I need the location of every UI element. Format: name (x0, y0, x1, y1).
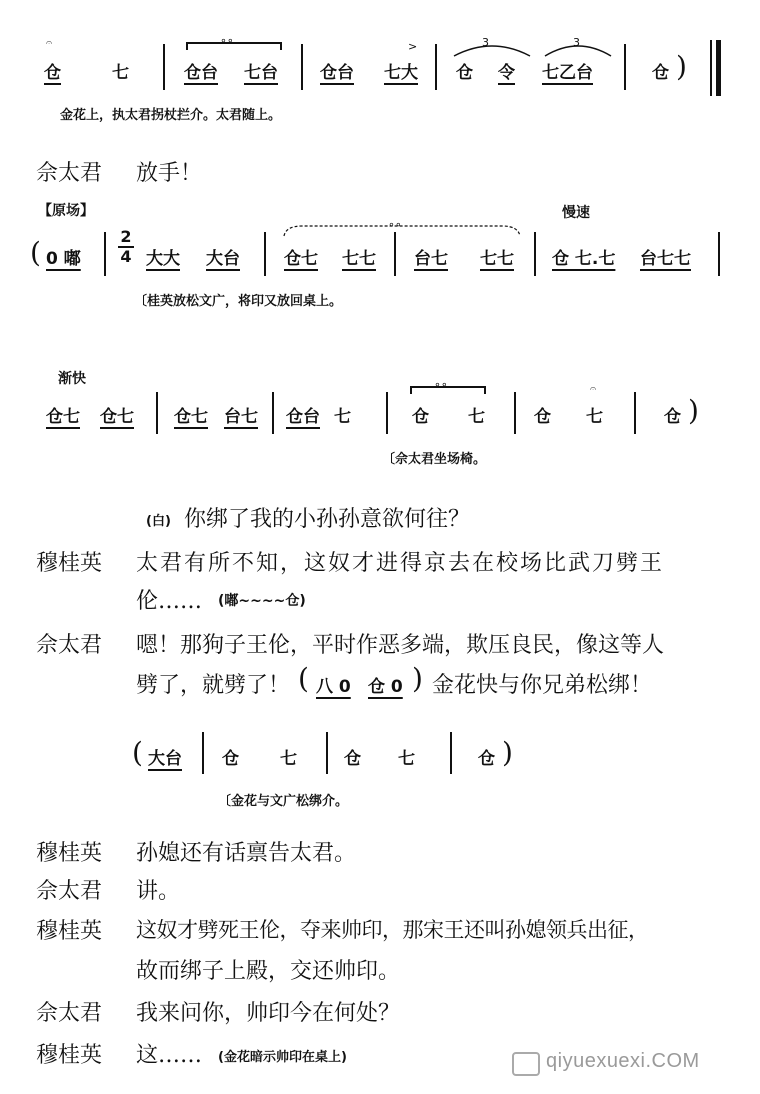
score-note: 仓 (652, 63, 669, 83)
score-note: 大大 (146, 249, 180, 269)
score-note: 七乙台 (542, 63, 593, 83)
dialogue-text: 太君有所不知，这奴才进得京去在校场比武刀劈王 (136, 551, 665, 576)
barline (624, 44, 626, 90)
speaker-name: 佘太君 (36, 879, 103, 904)
score-note: 仓七 (100, 407, 134, 427)
dialogue-text: 你绑了我的小孙孙意欲何往？ (184, 507, 471, 532)
final-barline-thin (710, 40, 712, 96)
dialogue-text: 我来问你，帅印今在何处？ (136, 1001, 401, 1026)
speaker-name: 佘太君 (36, 633, 103, 658)
final-barline-thick (716, 40, 721, 96)
dialogue-text: 伦…… (136, 589, 203, 614)
dialogue-text: 孙媳还有话禀告太君。 (136, 841, 357, 866)
score-note: 仓七 (174, 407, 208, 427)
score-note: 七 (334, 407, 351, 427)
repeat-dots: ∘∘ (388, 218, 402, 231)
barline (301, 44, 303, 90)
repeat-dots: ∘∘ (434, 378, 448, 391)
stage-direction: 〔金花与文广松绑介。 (218, 794, 349, 809)
score-note: 仓 (412, 407, 429, 427)
speech-tag: (白) (146, 514, 171, 529)
score-note: 仓 (478, 749, 495, 769)
score-note: 仓台 (286, 407, 320, 427)
score-note: 七 (280, 749, 297, 769)
score-note: 七 (468, 407, 485, 427)
score-note: 仓 (534, 407, 551, 427)
barline (264, 232, 266, 276)
open-paren: ( (132, 736, 143, 769)
barline (634, 392, 636, 434)
score-note: 仓台 (184, 63, 218, 83)
repeat-bracket (410, 386, 486, 394)
speaker-name: 穆桂英 (36, 841, 103, 866)
score-note: 仓 (44, 63, 61, 83)
score-note: 七 (398, 749, 415, 769)
slur (452, 40, 532, 60)
score-note: 仓 (344, 749, 361, 769)
speaker-name: 穆桂英 (36, 1043, 103, 1066)
score-note: 仓 (664, 407, 681, 427)
barline (718, 232, 720, 276)
triplet-mark: 3 (482, 36, 489, 49)
dialogue-text: 嗯！那狗子王伦，平时作恶多端，欺压良民，像这等人 (136, 633, 665, 658)
percussion-cue: (嘟~~~~仓) (218, 593, 306, 609)
stage-direction: (金花暗示帅印在桌上) (218, 1050, 347, 1065)
tempo-marking: 慢速 (562, 205, 590, 221)
dialogue-text: 劈了，就劈了！ (136, 673, 291, 698)
music-note-icon (512, 1052, 540, 1076)
repeat-dots: ∘∘ (220, 34, 234, 47)
stage-direction: 〔佘太君坐场椅。 (382, 452, 487, 467)
score-note: 七大 (384, 63, 418, 83)
dialogue-text: 故而绑子上殿，交还帅印。 (136, 959, 401, 984)
triplet-mark: 3 (573, 36, 580, 49)
barline (435, 44, 437, 90)
dialogue-text: 这奴才劈死王伦，夺来帅印，那宋王还叫孙媳领兵出征， (136, 918, 649, 942)
dialogue-text: 金花快与你兄弟松绑！ (432, 673, 653, 698)
fermata-mark: 𝄐 (46, 36, 53, 49)
score-note: 仓七 (284, 249, 318, 269)
barline (156, 392, 158, 434)
score-note: 台七 (224, 407, 258, 427)
score-note: 七七 (480, 249, 514, 269)
time-signature (118, 228, 134, 266)
close-paren: ) (676, 50, 687, 83)
barline (326, 732, 328, 774)
close-paren: ) (412, 662, 423, 695)
watermark-text: qiyuexuexi.COM (546, 1050, 700, 1072)
barline (394, 232, 396, 276)
score-note: 七 (586, 407, 603, 427)
repeat-bracket (186, 42, 282, 50)
stage-direction: 金花上，执太君拐杖拦介。太君随上。 (60, 108, 282, 123)
score-note: 令 (498, 63, 515, 83)
score-note: 大台 (148, 749, 182, 769)
score-note: 八 0 (316, 677, 351, 697)
speaker-name: 穆桂英 (36, 551, 103, 576)
barline (386, 392, 388, 434)
score-note: 七台 (244, 63, 278, 83)
barline (272, 392, 274, 434)
tempo-marking: 渐快 (58, 371, 86, 387)
speaker-name: 穆桂英 (36, 919, 103, 944)
speaker-name: 佘太君 (36, 1001, 103, 1026)
score-note: 仓 (222, 749, 239, 769)
repeat-tie (282, 222, 522, 238)
barline (202, 732, 204, 774)
dialogue-text: 放手！ (136, 161, 203, 186)
score-note: 仓 (456, 63, 473, 83)
score-header: 【原场】 (38, 203, 94, 219)
score-note: 台七七 (640, 249, 691, 269)
score-note: 七七 (342, 249, 376, 269)
fermata-mark: 𝄐 (590, 382, 597, 395)
speaker-name: 佘太君 (36, 161, 103, 186)
close-paren: ) (688, 394, 699, 427)
score-note: 仓 0 (368, 677, 403, 697)
accent-mark: > (408, 40, 418, 53)
barline (450, 732, 452, 774)
score-note: 大台 (206, 249, 240, 269)
open-paren: ( (298, 662, 309, 695)
open-paren: ( (30, 236, 41, 269)
score-note: 仓 七.七 (552, 249, 616, 269)
stage-direction: 〔桂英放松文广，将印又放回桌上。 (134, 294, 343, 309)
close-paren: ) (502, 736, 513, 769)
barline (163, 44, 165, 90)
dialogue-text: 讲。 (136, 879, 181, 904)
barline (514, 392, 516, 434)
time-sig-bottom: 4 (120, 247, 132, 266)
dialogue-text: 这…… (136, 1043, 203, 1066)
score-note: 七 (112, 63, 129, 83)
score-note: 仓台 (320, 63, 354, 83)
score-note: 0 嘟 (46, 249, 81, 269)
score-note: 台七 (414, 249, 448, 269)
barline (534, 232, 536, 276)
time-sig-top: 2 (120, 227, 132, 246)
score-note: 仓七 (46, 407, 80, 427)
barline (104, 232, 106, 276)
